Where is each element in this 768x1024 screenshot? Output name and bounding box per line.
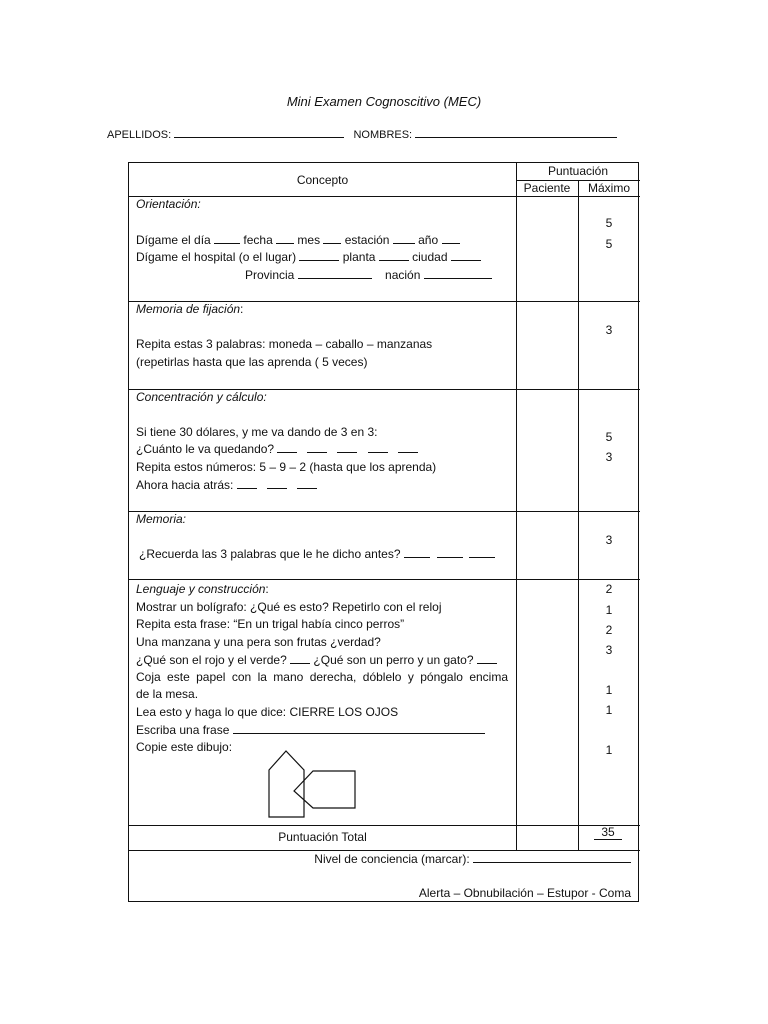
lenguaje-max-7: 1 <box>605 743 613 757</box>
lenguaje-line-5: Coja este papel con la mano derecha, dóblelo y póngalo encima <box>136 670 508 684</box>
maximo-header: Máximo <box>587 181 630 195</box>
nombres-field[interactable] <box>415 127 617 138</box>
lenguaje-line-2: Repita esta frase: “En un trigal había cinco perros” <box>136 617 405 631</box>
concentracion-max-1: 5 <box>605 430 613 444</box>
row-divider <box>129 850 640 851</box>
orientacion-line-2: Dígame el hospital (o el lugar) planta ciudad <box>136 250 481 264</box>
exam-table <box>128 162 639 902</box>
lenguaje-title: Lenguaje y construcción: <box>136 582 269 596</box>
memoria-fijacion-title: Memoria de fijación: <box>136 302 244 316</box>
row-divider <box>129 579 640 580</box>
concentracion-line-2: ¿Cuánto le va quedando? <box>136 442 418 456</box>
paciente-divider <box>516 163 517 850</box>
puntuacion-header: Puntuación <box>547 164 609 178</box>
concepto-header: Concepto <box>296 173 349 187</box>
orientacion-line-3: Provincia nación <box>245 268 492 282</box>
lenguaje-line-3: Una manzana y una pera son frutas ¿verdad? <box>136 635 381 649</box>
row-divider <box>129 511 640 512</box>
row-divider <box>129 825 640 826</box>
concentracion-max-2: 3 <box>605 450 613 464</box>
lenguaje-max-5: 1 <box>605 683 613 697</box>
lenguaje-max-1: 2 <box>605 582 613 596</box>
header-divider <box>129 196 640 197</box>
lenguaje-line-7: Lea esto y haga lo que dice: CIERRE LOS OJOS <box>136 705 399 719</box>
orientacion-max-1: 5 <box>605 216 613 230</box>
pentagons-drawing <box>266 748 360 820</box>
concentracion-line-4: Ahora hacia atrás: <box>136 478 317 492</box>
orientacion-line-1: Dígame el día fecha mes estación año <box>136 233 460 247</box>
concentracion-line-1: Si tiene 30 dólares, y me va dando de 3 en 3: <box>136 425 378 439</box>
orientacion-title: Orientación: <box>136 197 201 211</box>
memoria-line-1: ¿Recuerda las 3 palabras que le he dicho antes? <box>139 547 495 561</box>
concentracion-title: Concentración y cálculo: <box>136 390 267 404</box>
lenguaje-line-4: ¿Qué son el rojo y el verde? ¿Qué son un perro y un gato? <box>136 653 497 667</box>
nivel-options: Alerta – Obnubilación – Estupor - Coma <box>418 886 631 900</box>
memoria-title: Memoria: <box>136 512 187 526</box>
total-max: 35 <box>594 826 622 840</box>
nivel-line: Nivel de conciencia (marcar): <box>314 852 631 866</box>
nombres-label: NOMBRES: <box>353 129 413 141</box>
memoria-fijacion-line-1: Repita estas 3 palabras: moneda – caballo – manzanas <box>136 337 433 351</box>
lenguaje-max-2: 1 <box>605 603 613 617</box>
lenguaje-line-8: Escriba una frase <box>136 723 485 737</box>
orientacion-max-2: 5 <box>605 237 613 251</box>
form-title: Mini Examen Cognoscitivo (MEC) <box>286 94 482 109</box>
lenguaje-max-4: 3 <box>605 643 613 657</box>
memoria-max: 3 <box>605 533 613 547</box>
total-label: Puntuación Total <box>278 830 367 844</box>
lenguaje-max-6: 1 <box>605 703 613 717</box>
concentracion-line-3: Repita estos números: 5 – 9 – 2 (hasta que los aprenda) <box>136 460 437 474</box>
apellidos-field[interactable] <box>174 127 344 138</box>
lenguaje-line-1: Mostrar un bolígrafo: ¿Qué es esto? Repetirlo con el reloj <box>136 600 442 614</box>
apellidos-label: APELLIDOS: <box>107 129 172 141</box>
names-line <box>107 127 617 141</box>
memoria-fijacion-max: 3 <box>605 323 613 337</box>
lenguaje-line-9: Copie este dibujo: <box>136 740 233 754</box>
paciente-header: Paciente <box>523 181 571 195</box>
lenguaje-max-3: 2 <box>605 623 613 637</box>
memoria-fijacion-line-2: (repetirlas hasta que las aprenda ( 5 veces) <box>136 355 368 369</box>
lenguaje-line-6: de la mesa. <box>136 687 199 701</box>
